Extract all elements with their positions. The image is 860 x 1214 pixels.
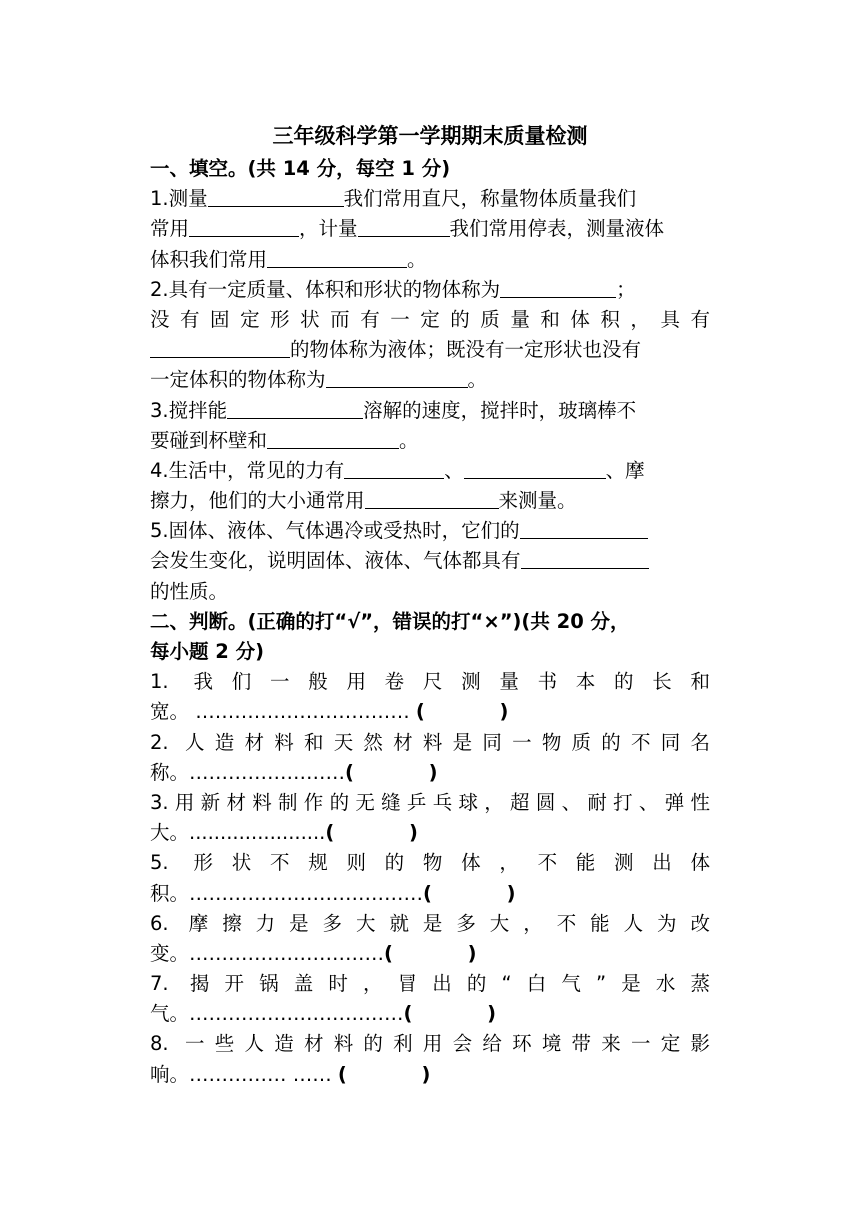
q4-line1 <box>150 456 710 486</box>
q5-line3: 的性质。 <box>150 579 229 603</box>
answer-blank[interactable] <box>521 547 649 569</box>
judge-text: 响。 <box>150 1062 190 1086</box>
answer-blank[interactable] <box>520 517 648 539</box>
answer-blank[interactable] <box>500 276 616 298</box>
answer-blank[interactable] <box>326 366 468 388</box>
leader-dots: …………………… <box>189 760 346 784</box>
leader-dots: …………… …… <box>189 1062 332 1086</box>
q3-line2 <box>150 426 710 456</box>
judge-text: 称。 <box>150 760 190 784</box>
judge-text: 大。 <box>150 821 190 845</box>
judge-item-7-text: 7. 揭开锅盖时，冒出的“白气”是水蒸 <box>150 972 710 996</box>
q1-text: 。 <box>407 247 427 271</box>
q1-text: ，计量 <box>299 217 358 241</box>
judge-item-3-text: 3.用新材料制作的无缝乒乓球，超圆、耐打、弹性 <box>150 790 710 814</box>
answer-blank[interactable] <box>227 397 363 419</box>
q1-line2 <box>150 214 710 244</box>
answer-blank[interactable] <box>358 215 450 237</box>
q1-text: 常用 <box>150 217 190 241</box>
q4-text: 4.生活中，常见的力有 <box>150 458 345 482</box>
q5-line2 <box>150 546 710 576</box>
judge-item-3-end <box>150 818 710 848</box>
q4-line2 <box>150 486 710 516</box>
q2-text: 2.具有一定质量、体积和形状的物体称为 <box>150 277 501 301</box>
q3-text: 溶解的速度，搅拌时，玻璃棒不 <box>363 398 637 422</box>
answer-blank[interactable] <box>365 487 499 509</box>
q2-text: 。 <box>467 368 488 392</box>
judge-item-1-end <box>150 697 710 727</box>
q1-text: 我们常用直尺，称量物体质量我们 <box>343 187 637 211</box>
q4-text: 、 <box>444 458 464 482</box>
q2-line4 <box>150 365 710 395</box>
q3-text: 要碰到杯壁和 <box>150 428 268 452</box>
judge-item-6-text: 6. 摩擦力是多大就是多大，不能人为改 <box>150 911 710 935</box>
judge-item-5-end <box>150 879 710 909</box>
q4-text: 来测量。 <box>498 489 577 513</box>
q4-text: 擦力，他们的大小通常用 <box>150 489 365 513</box>
answer-blank[interactable] <box>344 457 444 479</box>
q1-text: 体积我们常用 <box>150 247 268 271</box>
page-title: 三年级科学第一学期期末质量检测 <box>272 124 588 148</box>
q2-text: 的物体称为液体；既没有一定形状也没有 <box>290 338 642 362</box>
judge-item-7-end <box>150 999 710 1029</box>
answer-paren[interactable]: ( ) <box>337 1062 431 1086</box>
judge-item-2-text: 2. 人造材料和天然材料是同一物质的不同名 <box>150 730 710 754</box>
answer-paren[interactable]: ( ) <box>345 760 438 784</box>
q5-text: 5.固体、液体、气体遇冷或受热时，它们的 <box>150 519 520 543</box>
exam-page <box>150 118 710 1090</box>
answer-blank[interactable] <box>267 427 399 449</box>
answer-paren[interactable]: ( ) <box>415 700 509 724</box>
section2-heading: 二、判断。(正确的打“√”，错误的打“×”)(共 20 分， <box>150 609 630 633</box>
q2-line3 <box>150 335 710 365</box>
judge-item-8-end <box>150 1060 710 1090</box>
q1-line3 <box>150 245 710 275</box>
leader-dots: …………………………… <box>195 700 410 724</box>
q5-text: 会发生变化，说明固体、液体、气体都具有 <box>150 549 521 573</box>
q3-text: 3.搅拌能 <box>150 398 228 422</box>
judge-text: 气。 <box>150 1002 190 1026</box>
q2-text: ； <box>616 277 636 301</box>
q1-text: 1.测量 <box>150 187 208 211</box>
answer-paren[interactable]: ( ) <box>384 941 477 965</box>
judge-item-5-text: 5. 形状不规则的物体，不能测出体 <box>150 851 710 875</box>
leader-dots: ...................... <box>189 821 326 845</box>
q5-line1 <box>150 516 710 546</box>
answer-blank[interactable] <box>464 457 606 479</box>
q4-text: 、摩 <box>605 458 645 482</box>
q3-text: 。 <box>399 428 419 452</box>
leader-dots: ……………………………… <box>189 881 424 905</box>
judge-item-1-text: 1. 我们一般用卷尺测量书本的长和 <box>150 670 710 694</box>
answer-blank[interactable] <box>150 336 290 358</box>
judge-text: 宽。 <box>150 700 190 724</box>
leader-dots: ………………………… <box>189 941 385 965</box>
section2-heading-cont: 每小题 2 分) <box>150 640 265 663</box>
q2-line2: 没有固定形状而有一定的质量和体积，具有 <box>150 307 710 331</box>
q2-line1 <box>150 275 710 305</box>
judge-item-8-text: 8. 一些人造材料的利用会给环境带来一定影 <box>150 1032 710 1056</box>
q3-line1 <box>150 396 710 426</box>
answer-blank[interactable] <box>267 246 407 268</box>
judge-item-2-end <box>150 758 710 788</box>
judge-text: 积。 <box>150 881 190 905</box>
section1-heading: 一、填空。(共 14 分，每空 1 分) <box>150 157 451 180</box>
answer-paren[interactable]: ( ) <box>423 881 516 905</box>
q2-text: 一定体积的物体称为 <box>150 368 326 392</box>
judge-item-6-end <box>150 939 710 969</box>
answer-paren[interactable]: ( ) <box>325 821 418 845</box>
judge-text: 变。 <box>150 941 190 965</box>
answer-blank[interactable] <box>208 185 344 207</box>
q1-text: 我们常用停表，测量液体 <box>449 217 665 241</box>
answer-blank[interactable] <box>189 215 299 237</box>
q1-line1 <box>150 184 710 214</box>
answer-paren[interactable]: ( ) <box>403 1002 497 1026</box>
leader-dots: …………………………… <box>189 1002 404 1026</box>
